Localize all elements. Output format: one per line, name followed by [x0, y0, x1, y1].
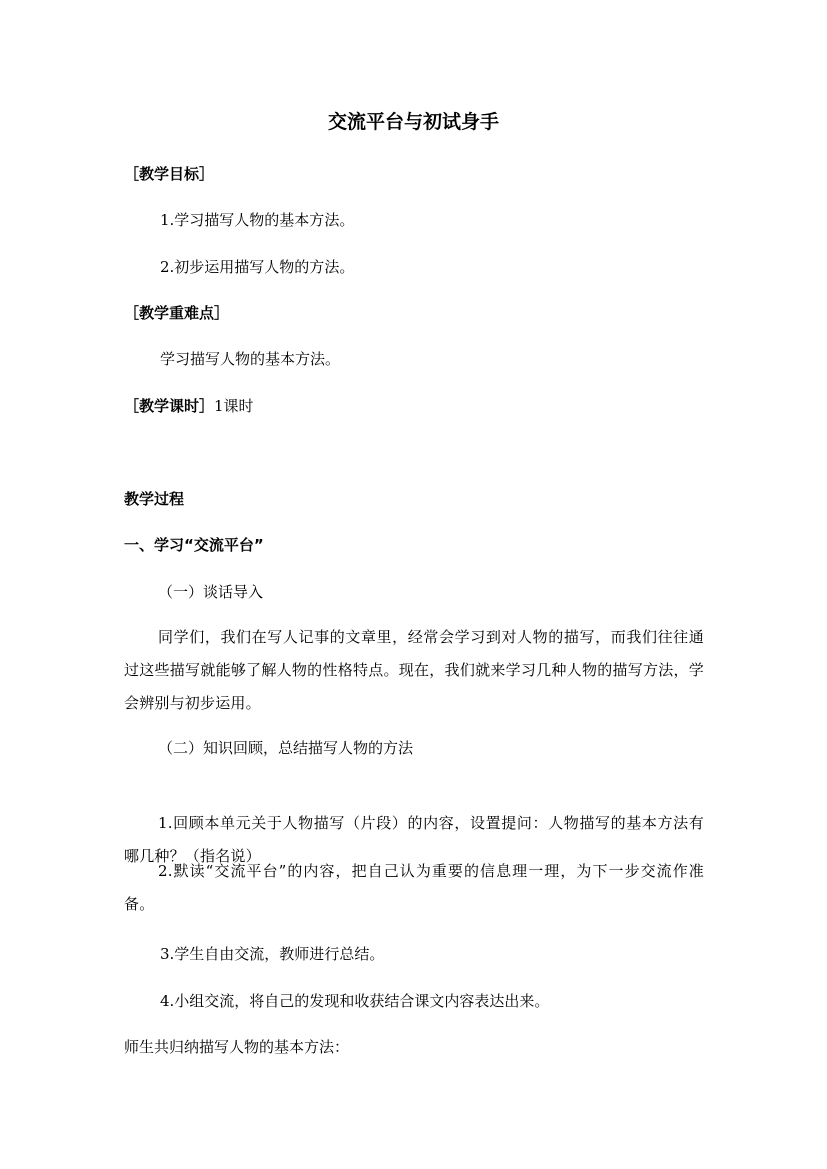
keypoints-heading: ［教学重难点］: [124, 304, 230, 322]
sub1-paragraph: 同学们，我们在写人记事的文章里，经常会学习到对人物的描写，而我们往往通过这些描写就能够了解人物的性格特点。现在，我们就来学习几种人物的描写方法，学会辨别与初步运用。: [124, 628, 704, 712]
hours-line: [124, 396, 704, 416]
objective-item-2: 2.初步运用描写人物的方法。: [160, 258, 355, 276]
hours-value: 1课时: [214, 397, 254, 415]
sub2-heading: （二）知识回顾，总结描写人物的方法: [158, 739, 414, 757]
objective-item-1: 1.学习描写人物的基本方法。: [160, 211, 355, 229]
summary-line: 师生共归纳描写人物的基本方法：: [124, 1038, 350, 1056]
step-item-1: 1.回顾本单元关于人物描写（片段）的内容，设置提问：人物描写的基本方法有哪几种？（指名说）: [124, 814, 704, 865]
step-item-4: 4.小组交流，将自己的发现和收获结合课文内容表达出来。: [160, 992, 550, 1010]
process-heading: 教学过程: [124, 490, 185, 508]
document-title: 交流平台与初试身手: [327, 111, 499, 133]
keypoints-text: 学习描写人物的基本方法。: [160, 350, 341, 368]
hours-heading: ［教学课时］: [124, 397, 215, 415]
sub1-heading: （一）谈话导入: [158, 583, 264, 601]
step-item-2: 2.默读“交流平台”的内容，把自己认为重要的信息理一理，为下一步交流作准备。: [124, 862, 704, 913]
objectives-heading: ［教学目标］: [124, 165, 215, 183]
section1-heading: 一、学习“交流平台”: [124, 536, 264, 554]
step-item-3: 3.学生自由交流，教师进行总结。: [160, 945, 385, 963]
